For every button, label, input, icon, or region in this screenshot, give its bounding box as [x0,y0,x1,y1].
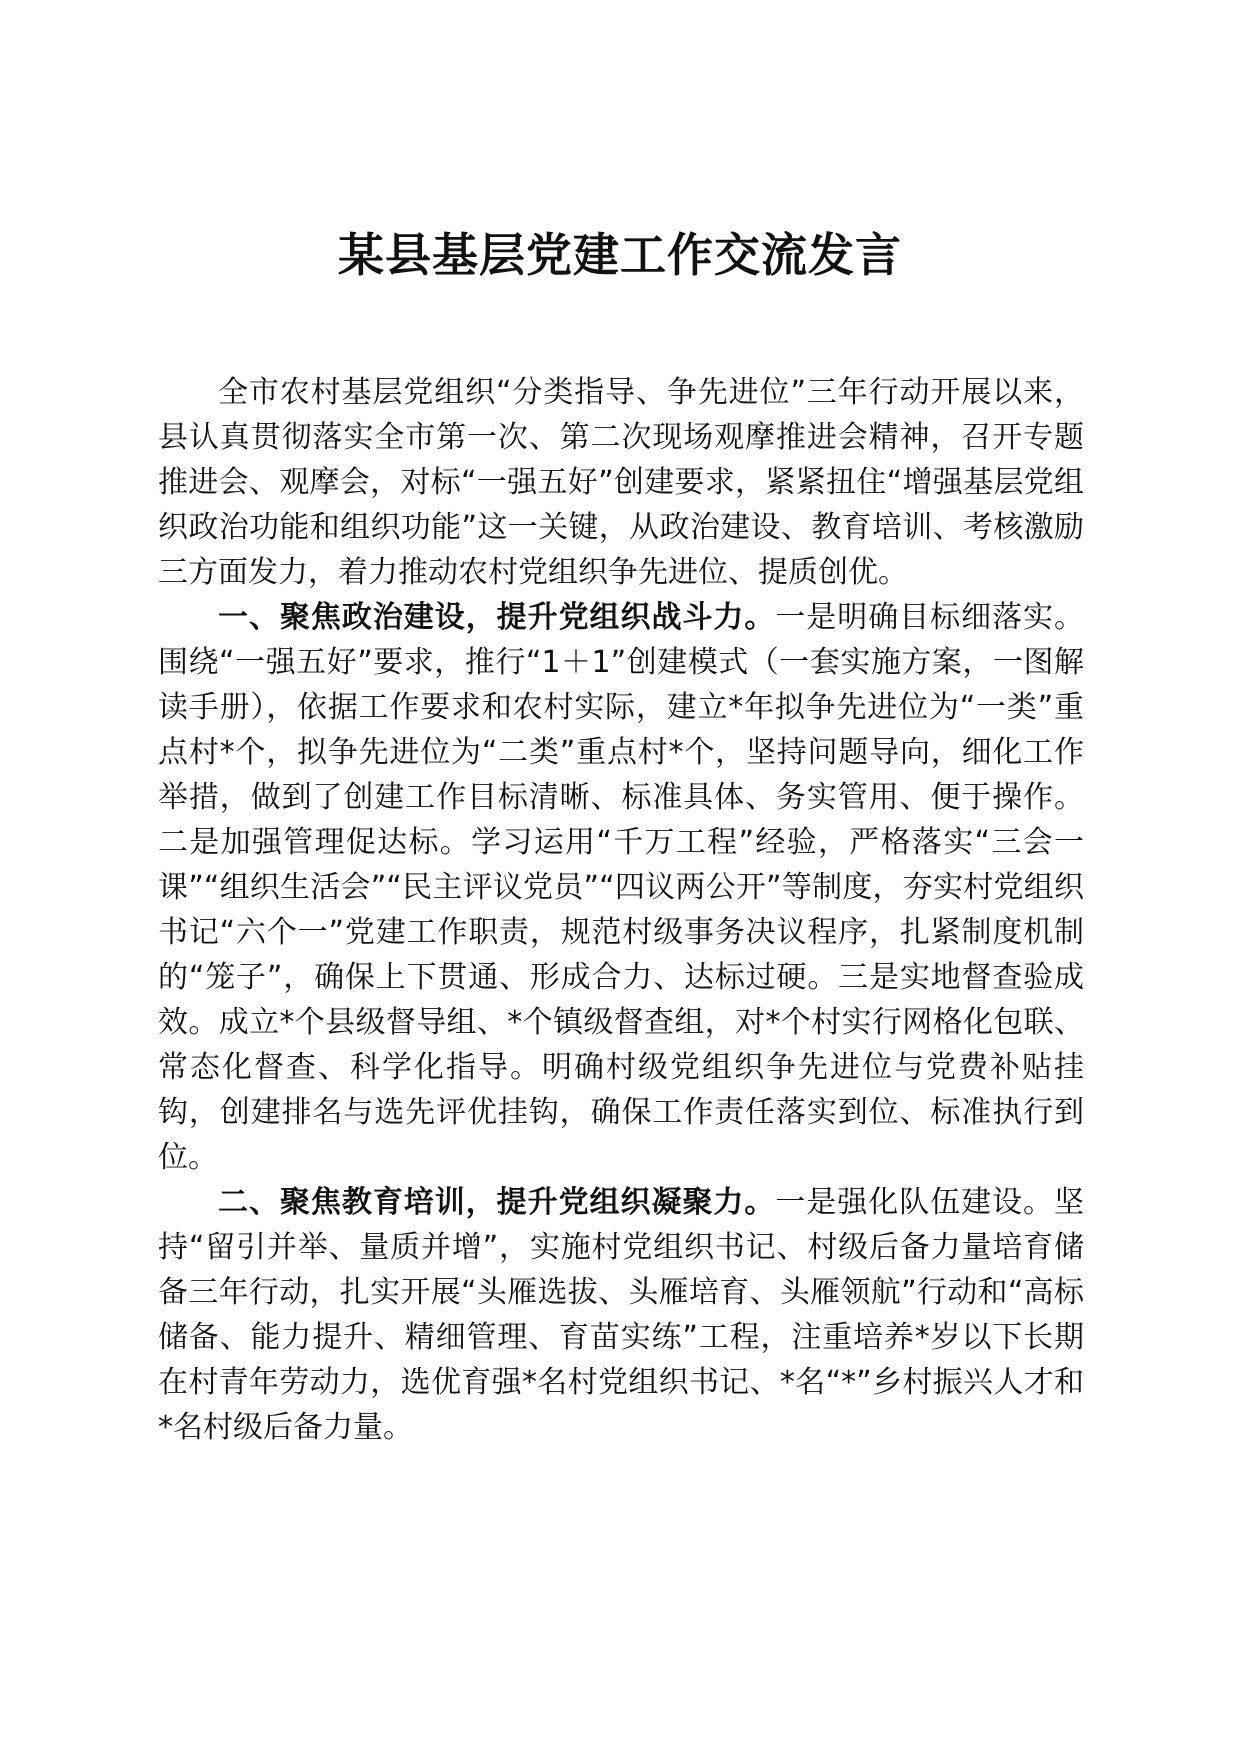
intro-paragraph: 全市农村基层党组织“分类指导、争先进位”三年行动开展以来，县认真贯彻落实全市第一次、第二次现场观摩推进会精神，召开专题推进会、观摩会，对标“一强五好”创建要求，紧紧扭住“增强基层党组织政治功能和组织功能”这一关键，从政治建设、教育培训、考核激励三方面发力，着力推动农村党组织争先进位、提质创优。 [158,375,1084,590]
section-paragraph-2 [158,1180,1084,1450]
document-title: 某县基层党建工作交流发言 [338,228,902,282]
section-heading-1: 一、聚焦政治建设，提升党组织战斗力。 [218,600,776,635]
section-text-1: 一是明确目标细落实。围绕“一强五好”要求，推行“1＋1”创建模式（一套实施方案，一图解读手册），依据工作要求和农村实际，建立*年拟争先进位为“一类”重点村*个，拟争先进位为“二类”重点村*个，坚持问题导向，细化工作举措，做到了创建工作目标清晰、标准具体、务实管用、便于操作。二是加强管理促达标。学习运用“千万工程”经验，严格落实“三会一课”“组织生活会”“民主评议党员”“四议两公开”等制度，夯实村党组织书记“六个一”党建工作职责，规范村级事务决议程序，扎紧制度机制的“笼子”，确保上下贯通、形成合力、达标过硬。三是实地督查验成效。成立*个县级督导组、*个镇级督查组，对*个村实行网格化包联、常态化督查、科学化指导。明确村级党组织争先进位与党费补贴挂钩，创建排名与选先评优挂钩，确保工作责任落实到位、标准执行到位。 [158,600,1085,1175]
document-body [158,370,1084,1450]
section-text-2: 一是强化队伍建设。坚持“留引并举、量质并增”，实施村党组织书记、村级后备力量培育储备三年行动，扎实开展“头雁选拔、头雁培育、头雁领航”行动和“高标储备、能力提升、精细管理、育苗实练”工程，注重培养*岁以下长期在村青年劳动力，选优育强*名村党组织书记、*名“*”乡村振兴人才和*名村级后备力量。 [158,1185,1085,1445]
section-paragraph-1 [158,595,1084,1180]
section-heading-2: 二、聚焦教育培训，提升党组织凝聚力。 [218,1185,776,1220]
